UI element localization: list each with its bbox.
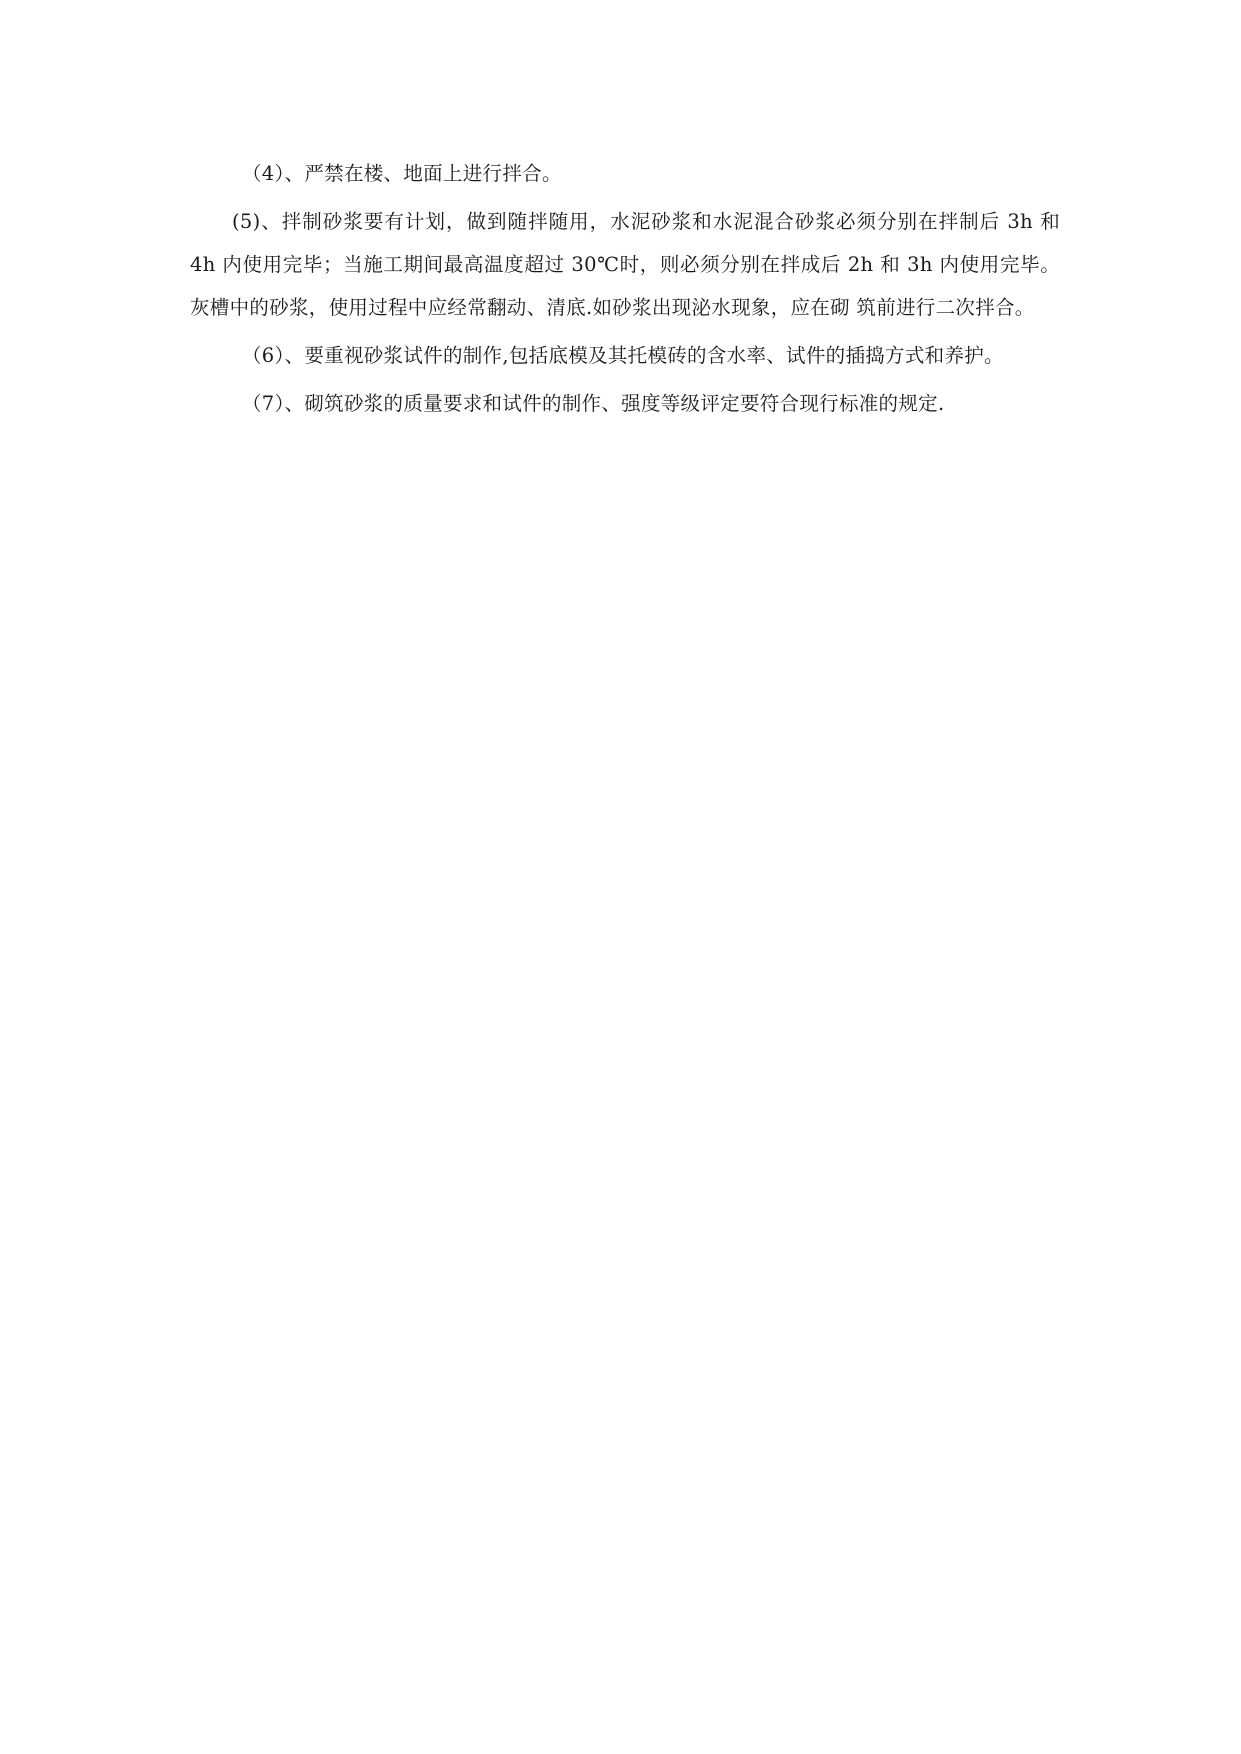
paragraph-item-6: （6）、要重视砂浆试件的制作,包括底模及其托模砖的含水率、试件的插捣方式和养护。: [242, 344, 1004, 367]
document-body: [190, 152, 1060, 430]
paragraph-item-7: （7）、砌筑砂浆的质量要求和试件的制作、强度等级评定要符合现行标准的规定.: [242, 392, 945, 415]
paragraph-item-5: (5)、拌制砂浆要有计划，做到随拌随用，水泥砂浆和水泥混合砂浆必须分别在拌制后 3h 和 4h 内使用完毕；当施工期间最高温度超过 30℃时，则必须分别在拌成后 2h 和 3h 内使用完毕。灰槽中的砂浆，使用过程中应经常翻动、清底.如砂浆出现泌水现象，应在砌 筑前进行二次拌合。: [190, 210, 1060, 319]
paragraph-item-4: （4）、严禁在楼、地面上进行拌合。: [242, 162, 562, 185]
